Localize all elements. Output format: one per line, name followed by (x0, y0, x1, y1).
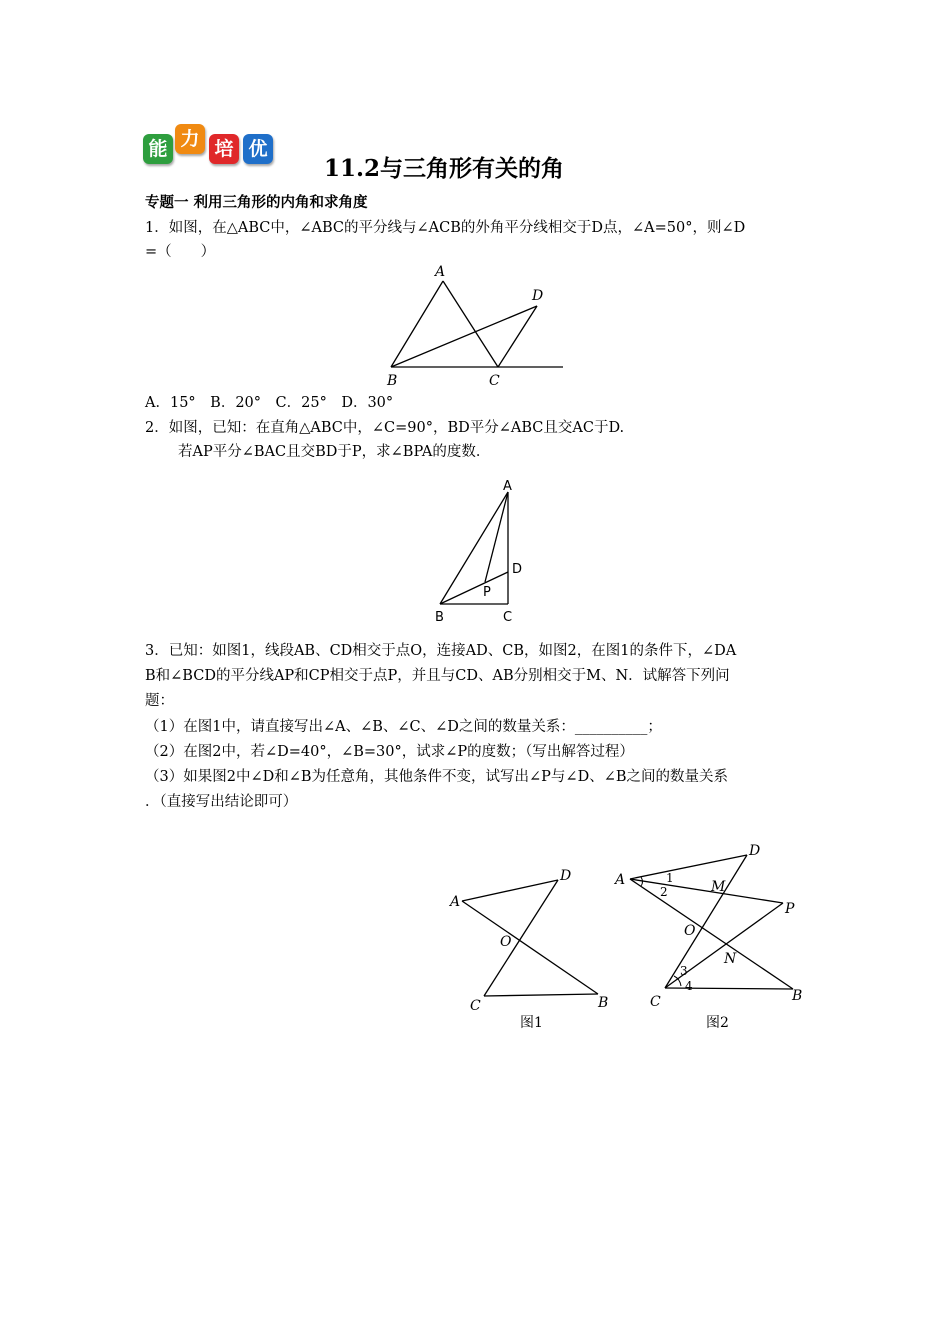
q3-text-line1: 3．已知：如图1，线段AB、CD相交于点O，连接AD、CB，如图2，在图1的条件下，∠DA (145, 643, 737, 659)
fig2-label-o: O (684, 923, 696, 939)
q1-figure (380, 262, 570, 390)
q2-label-a: A (503, 479, 512, 494)
q1-label-d: D (532, 288, 544, 304)
fig2-caption: 图2 (706, 1015, 729, 1031)
q3-text-line2: B和∠BCD的平分线AP和CP相交于点P，并且与CD、AB分别相交于M、N．试解答下列问 (145, 668, 730, 684)
logo-tile-3: 培 (209, 134, 239, 164)
fig2-angle-3: 3 (680, 964, 688, 978)
q2-label-b: B (435, 610, 444, 625)
logo-tile-4: 优 (243, 134, 273, 164)
q3-figure-1 (440, 860, 620, 1040)
fig2-label-n: N (724, 951, 737, 967)
q1-text-line2: =（ ） (145, 244, 216, 260)
q2-label-d: D (512, 562, 523, 577)
fig1-label-c: C (470, 998, 481, 1014)
logo-tile-1: 能 (143, 134, 173, 164)
q2-text-line2: 若AP平分∠BAC且交BD于P，求∠BPA的度数． (178, 444, 491, 460)
q2-text-line1: 2．如图，已知：在直角△ABC中，∠C=90°，BD平分∠ABC且交AC于D. (145, 420, 625, 436)
fig2-label-a: A (615, 872, 626, 888)
fig1-label-d: D (560, 868, 572, 884)
section-heading: 专题一 利用三角形的内角和求角度 (145, 194, 368, 211)
q3-figure-2 (610, 836, 810, 1036)
fig2-label-b: B (792, 988, 803, 1004)
fig2-angle-2: 2 (660, 885, 668, 899)
fig2-label-d: D (749, 843, 761, 859)
q2-label-p: P (483, 585, 491, 600)
q3-sub2: （2）在图2中，若∠D=40°，∠B=30°，试求∠P的度数；（写出解答过程） (145, 744, 634, 760)
fig1-caption: 图1 (520, 1015, 543, 1031)
q3-text-line3: 题： (145, 693, 174, 709)
fig2-angle-4: 4 (685, 979, 693, 993)
fig1-label-a: A (450, 894, 461, 910)
fig2-label-m: M (711, 879, 726, 895)
fig2-label-p: P (785, 901, 795, 917)
q3-sub3: （3）如果图2中∠D和∠B为任意角，其他条件不变，试写出∠P与∠D、∠B之间的数量关系 (145, 769, 729, 785)
fig2-angle-1: 1 (666, 871, 674, 885)
fig1-label-o: O (500, 934, 512, 950)
q2-figure (425, 476, 535, 628)
q3-sub1: （1）在图1中，请直接写出∠A、∠B、∠C、∠D之间的数量关系：__________； (145, 719, 662, 735)
q1-label-b: B (387, 373, 398, 389)
page-title: 11.2与三角形有关的角 (324, 155, 565, 182)
q1-label-c: C (489, 373, 500, 389)
logo-tile-2: 力 (175, 124, 205, 154)
q2-label-c: C (503, 610, 513, 625)
fig1-label-b: B (598, 995, 609, 1011)
q1-label-a: A (435, 264, 446, 280)
q1-options: A．15° B．20° C．25° D．30° (145, 395, 394, 411)
q3-sub3b: ．（直接写出结论即可） (145, 794, 298, 810)
logo (143, 122, 277, 170)
q1-text-line1: 1．如图，在△ABC中，∠ABC的平分线与∠ACB的外角平分线相交于D点，∠A=50°，则∠D (145, 220, 746, 236)
fig2-label-c: C (650, 994, 661, 1010)
